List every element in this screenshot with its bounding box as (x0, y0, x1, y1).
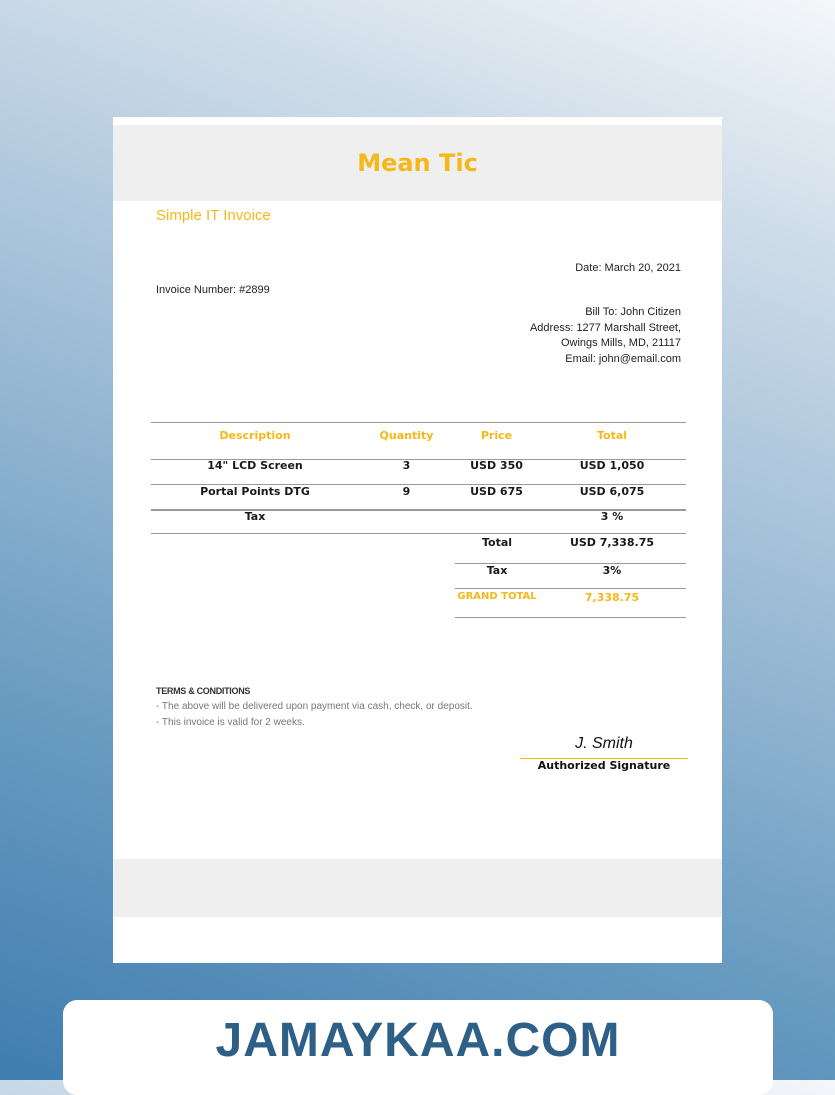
table-cell-description: Tax (244, 510, 266, 523)
summary-total-label: Total (481, 536, 513, 549)
terms-line: - The above will be delivered upon payment via cash, check, or deposit. (156, 701, 473, 712)
table-cell-quantity: 3 (402, 459, 411, 472)
summary-tax-label: Tax (486, 564, 508, 577)
watermark-banner (63, 1000, 773, 1095)
table-cell-price: USD 675 (470, 485, 523, 498)
footer-band (113, 859, 722, 917)
document-title: Simple IT Invoice (156, 207, 271, 224)
grand-total-label: GRAND TOTAL (457, 591, 537, 602)
col-header-description: Description (219, 429, 291, 442)
table-cell-total: USD 6,075 (579, 485, 645, 498)
table-cell-total: 3 % (600, 510, 624, 523)
company-name: Mean Tic (357, 149, 478, 177)
summary-rule (455, 617, 686, 618)
grand-total-value: 7,338.75 (584, 591, 640, 604)
watermark-text: JAMAYKAA.COM (215, 1014, 621, 1067)
bill-to-city: Owings Mills, MD, 21117 (560, 337, 681, 349)
terms-line: - This invoice is valid for 2 weeks. (156, 717, 305, 728)
bill-to-name: Bill To: John Citizen (585, 306, 681, 318)
table-cell-total: USD 1,050 (579, 459, 645, 472)
table-cell-price: USD 350 (470, 459, 523, 472)
table-cell-description: Portal Points DTG (200, 485, 310, 498)
col-header-price: Price (480, 429, 513, 442)
col-header-total: Total (596, 429, 628, 442)
invoice-number: Invoice Number: #2899 (156, 284, 270, 296)
table-cell-description: 14" LCD Screen (207, 459, 303, 472)
bill-to-address: Address: 1277 Marshall Street, (529, 321, 681, 334)
bill-to-email: Email: john@email.com (565, 352, 681, 365)
bill-to-block (530, 305, 681, 367)
terms-title: TERMS & CONDITIONS (156, 686, 251, 696)
signature-name: J. Smith (575, 735, 633, 752)
table-cell-quantity: 9 (402, 485, 411, 498)
invoice-date: Date: March 20, 2021 (575, 262, 681, 274)
col-header-quantity: Quantity (379, 429, 434, 442)
summary-total-value: USD 7,338.75 (569, 536, 655, 549)
summary-rule (455, 588, 686, 589)
table-top-rule (151, 422, 686, 423)
signature-label: Authorized Signature (537, 759, 671, 772)
table-bottom-rule (151, 533, 686, 534)
invoice-sheet (113, 117, 722, 963)
summary-tax-value: 3% (602, 564, 622, 577)
